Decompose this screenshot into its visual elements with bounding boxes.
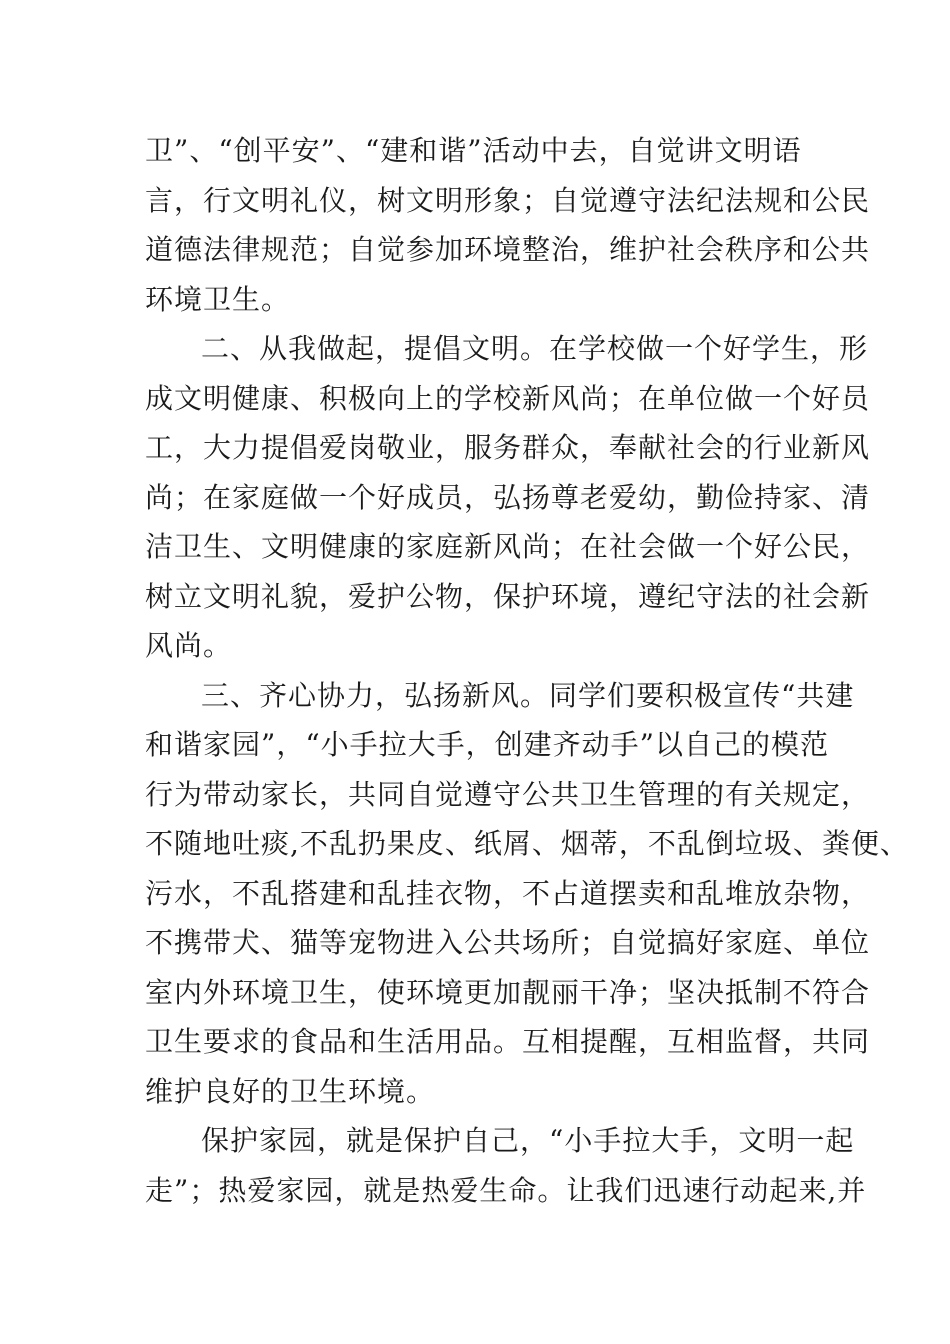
text-line: 成文明健康、积极向上的学校新风尚；在单位做一个好员 — [145, 381, 871, 415]
text-line: 和谐家园”，“小手拉大手，创建齐动手”以自己的模范 — [145, 728, 829, 761]
text-line: 风尚。 — [145, 629, 233, 662]
paragraph-start-line: 三、齐心协力，弘扬新风。同学们要积极宣传“共建 — [201, 678, 855, 712]
text-line: 室内外环境卫生，使环境更加靓丽干净；坚决抵制不符合 — [145, 975, 871, 1009]
text-line: 维护良好的卫生环境。 — [145, 1074, 436, 1108]
text-line: 行为带动家长，共同自觉遵守公共卫生管理的有关规定， — [145, 777, 871, 811]
text-line: 树立文明礼貌，爱护公物，保护环境，遵纪守法的社会新 — [145, 579, 871, 613]
text-line: 言，行文明礼仪，树文明形象；自觉遵守法纪法规和公民 — [145, 183, 871, 217]
text-line: 环境卫生。 — [145, 282, 291, 316]
text-line: 工，大力提倡爱岗敬业，服务群众，奉献社会的行业新风 — [145, 431, 871, 464]
paragraph-start-line: 二、从我做起，提倡文明。在学校做一个好学生，形 — [201, 332, 869, 365]
text-line: 不随地吐痰,不乱扔果皮、纸屑、烟蒂，不乱倒垃圾、粪便、 — [145, 827, 909, 860]
text-line: 尚；在家庭做一个好成员，弘扬尊老爱幼，勤俭持家、清 — [145, 480, 871, 514]
text-line: 卫生要求的食品和生活用品。互相提醒，互相监督，共同 — [145, 1025, 871, 1058]
text-line: 道德法律规范；自觉参加环境整治，维护社会秩序和公共 — [145, 233, 871, 266]
text-line: 卫”、“创平安”、“建和谐”活动中去，自觉讲文明语 — [145, 134, 802, 167]
text-line: 走”；热爱家园，就是热爱生命。让我们迅速行动起来,并 — [145, 1173, 867, 1207]
text-line: 污水，不乱搭建和乱挂衣物，不占道摆卖和乱堆放杂物， — [145, 876, 871, 910]
text-line: 洁卫生、文明健康的家庭新风尚；在社会做一个好公民， — [145, 530, 871, 563]
paragraph-start-line: 保护家园，就是保护自己，“小手拉大手，文明一起 — [201, 1124, 855, 1157]
document-body — [145, 126, 909, 1215]
text-line: 不携带犬、猫等宠物进入公共场所；自觉搞好家庭、单位 — [145, 926, 871, 959]
